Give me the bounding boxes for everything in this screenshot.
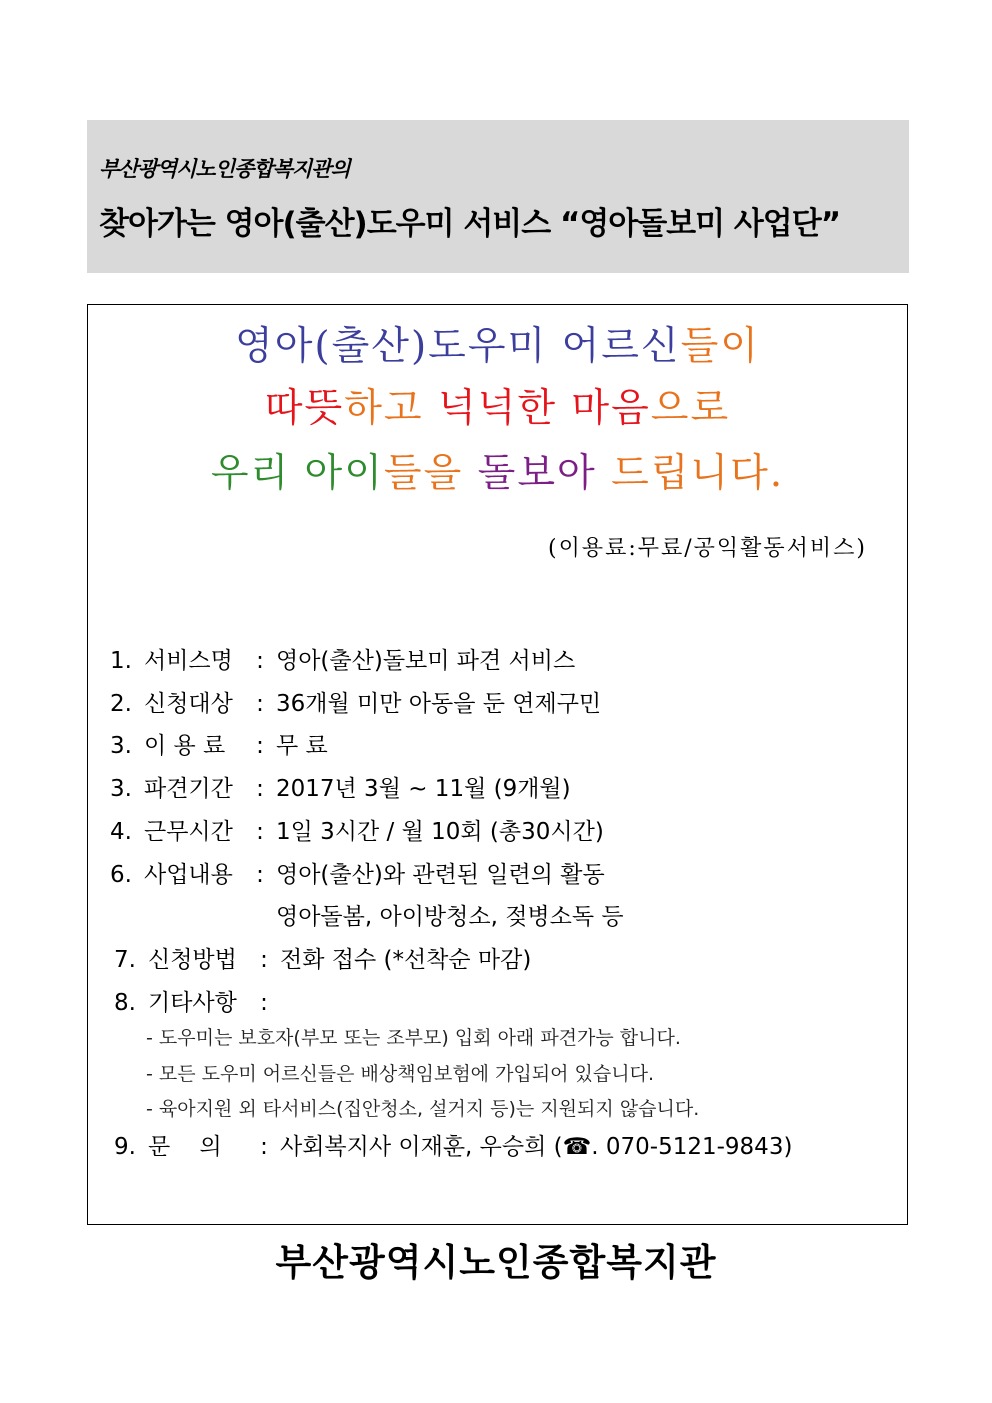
item-label: 기타사항 [148, 990, 237, 1016]
item-label: 신청방법 [148, 947, 237, 973]
slogan-part: 들을 [383, 451, 478, 496]
info-item [110, 727, 328, 760]
item-colon: : [256, 691, 264, 717]
header-title: 찾아가는 영아(출산)도우미 서비스 “영아돌보미 사업단” [99, 206, 841, 242]
item-colon: : [256, 733, 264, 759]
info-item [114, 984, 280, 1017]
info-item [110, 642, 575, 675]
item-number: 3. [110, 733, 132, 759]
item-colon: : [256, 648, 264, 674]
note-item: - 육아지원 외 타서비스(집안청소, 설거지 등)는 지원되지 않습니다. [146, 1098, 700, 1120]
item-number: 2. [110, 691, 132, 717]
item-value: 전화 접수 (*선착순 마감) [280, 947, 532, 973]
info-item [110, 685, 601, 718]
item-value: 사회복지사 이재훈, 우승희 (☎. 070-5121-9843) [280, 1134, 793, 1160]
info-item [110, 770, 571, 803]
footer-org-name: 부산광역시노인종합복지관 [275, 1241, 717, 1284]
item-number: 7. [114, 947, 136, 973]
info-item [110, 856, 605, 889]
item-colon: : [260, 947, 268, 973]
slogan-line-1 [88, 315, 907, 371]
item-label: 근무시간 [144, 819, 233, 845]
slogan-part: 으로 [650, 386, 731, 431]
slogan-part: 드립니다. [611, 451, 785, 496]
item-label: 이 용 료 [144, 733, 226, 759]
item-colon: : [260, 1134, 268, 1160]
item-value: 2017년 3월 ~ 11월 (9개월) [276, 776, 571, 802]
item-number: 3. [110, 776, 132, 802]
header-subtitle: 부산광역시노인종합복지관의 [99, 157, 350, 181]
slogan-line-2 [88, 377, 907, 433]
item-value: 영아(출산)돌보미 파견 서비스 [276, 648, 576, 674]
item-label: 사업내용 [144, 862, 233, 888]
fee-note: (이용료:무료/공익활동서비스) [547, 536, 867, 561]
item-number: 9. [114, 1134, 136, 1160]
item-value: 36개월 미만 아동을 둔 연제구민 [276, 691, 602, 717]
slogan-part: 따뜻 [264, 386, 345, 431]
item-label: 파견기간 [144, 776, 233, 802]
item-number: 8. [114, 990, 136, 1016]
item-label: 문 의 [148, 1134, 222, 1160]
item-label: 서비스명 [144, 648, 233, 674]
item-value: 영아돌봄, 아이방청소, 젖병소독 등 [276, 904, 624, 930]
info-item [110, 813, 604, 846]
item-colon: : [256, 819, 264, 845]
item-value: 1일 3시간 / 월 10회 (총30시간) [276, 819, 604, 845]
header-banner [87, 120, 909, 273]
item-number: 6. [110, 862, 132, 888]
info-item [114, 941, 531, 974]
content-box [87, 304, 908, 1225]
item-colon: : [260, 990, 268, 1016]
info-item-continuation [110, 898, 624, 931]
item-value: 무 료 [276, 733, 328, 759]
slogan-part: 하고 [344, 386, 438, 431]
slogan-part: 우리 아이 [210, 451, 384, 496]
item-value: 영아(출산)와 관련된 일련의 활동 [276, 862, 605, 888]
item-number: 4. [110, 819, 132, 845]
slogan-line-3 [88, 442, 907, 498]
note-item: - 모든 도우미 어르신들은 배상책임보험에 가입되어 있습니다. [146, 1063, 654, 1085]
slogan-part: 돌보아 [477, 451, 612, 496]
item-colon: : [256, 776, 264, 802]
item-colon: : [256, 862, 264, 888]
contact-item [114, 1128, 792, 1161]
slogan-part: 들이 [680, 324, 760, 369]
item-label: 신청대상 [144, 691, 233, 717]
note-item: - 도우미는 보호자(부모 또는 조부모) 입회 아래 파견가능 합니다. [146, 1027, 681, 1049]
item-number: 1. [110, 648, 132, 674]
slogan-part: 넉넉한 마음 [437, 386, 651, 431]
slogan-part: 영아(출산)도우미 어르신 [235, 324, 681, 369]
